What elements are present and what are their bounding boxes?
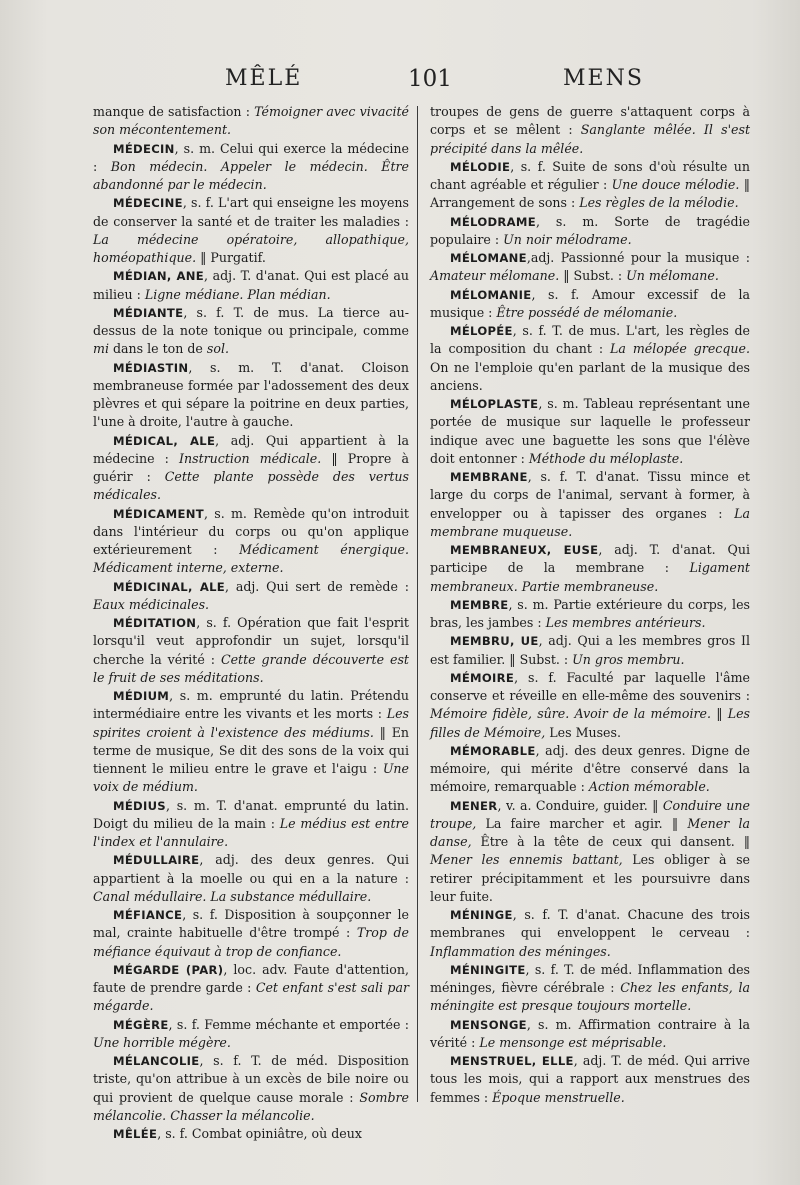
entry-definition-continued: ‖	[710, 706, 728, 722]
entry-headword: MÉDIAN, ANE	[113, 269, 204, 284]
entry-definition-continued: ‖ Arrangement de sons :	[430, 177, 750, 211]
entry-definition: , s. f. Amour excessif de la musique :	[430, 286, 750, 320]
entry-definition-continued: Les obliger à se retirer précipitamment et les poursuivre dans leur fuite.	[430, 852, 751, 904]
entry-headword: MÉDITATION	[113, 616, 197, 630]
entry-example: Inflammation des méninges.	[430, 943, 611, 959]
dictionary-entry	[430, 669, 750, 742]
entry-example: Le médius est entre l'index et l'annulaire.	[93, 815, 409, 849]
entry-example: Sanglante mêlée. Il s'est précipité dans la mêlée.	[430, 122, 751, 156]
entry-definition: , v. a. Conduire, guider. ‖	[497, 797, 663, 813]
entry-example: Mémoire fidèle, sûre. Avoir de la mémoire.	[430, 706, 711, 722]
entry-definition: , s. f. T. d'anat. Tissu mince et large du corps de l'animal, servant à former, à envelopper ou à tapisser des organes :	[430, 469, 750, 521]
entry-headword: MÉDECIN	[113, 141, 175, 156]
entry-example: Témoigner avec vivacité son mécontentement.	[93, 104, 409, 138]
entry-definition-continued: Les Muses.	[545, 724, 621, 740]
entry-example: Cet enfant s'est sali par mégarde.	[93, 980, 409, 1014]
entry-example: Mener la danse,	[430, 815, 750, 849]
entry-headword: MÉLOPLASTE	[450, 397, 539, 411]
entry-example: Chez les enfants, la méningite est presque toujours mortelle.	[430, 980, 750, 1014]
dictionary-entry	[93, 687, 409, 797]
dictionary-entry	[430, 322, 750, 395]
entry-definition-continued: ‖ Propre à guérir :	[93, 450, 409, 484]
entry-example: Les membres antérieurs.	[545, 615, 706, 630]
entry-definition: , s. f. Suite de sons d'où résulte un chant agréable et régulier :	[430, 158, 750, 192]
dictionary-entry	[430, 961, 750, 1016]
entry-example: Cette plante possède des vertus médicales.	[93, 469, 409, 503]
entry-definition: manque de satisfaction :	[93, 104, 255, 119]
entry-definition: , s. m. Partie extérieure du corps, les bras, les jambes :	[430, 596, 750, 630]
dictionary-entry	[93, 267, 409, 304]
entry-definition-continued: dans le ton de	[108, 341, 207, 357]
dictionary-entry	[430, 286, 750, 323]
dictionary-entry	[93, 103, 409, 140]
entry-example: Méthode du méloplaste.	[528, 450, 684, 466]
dictionary-entry	[430, 742, 750, 797]
entry-headword: MENSTRUEL, ELLE	[450, 1054, 574, 1068]
entry-headword: MÉDIUS	[113, 798, 166, 813]
dictionary-entry	[430, 596, 750, 633]
entry-example: Trop de méfiance équivaut à trop de confiance.	[93, 925, 409, 959]
entry-definition-continued: On ne l'emploie qu'en parlant de la musique des anciens.	[430, 359, 750, 393]
entry-example: Un gros membru.	[572, 651, 685, 667]
entry-definition: , s. f. T. de méd. Disposition triste, qu'on attribue à un excès de bile noire ou qui provient de quelque cause morale :	[93, 1053, 409, 1105]
dictionary-entry	[93, 851, 409, 906]
entry-example: Amateur mélomane.	[430, 268, 560, 284]
entry-headword: MÉDECINE	[113, 196, 183, 211]
entry-example: Cette grande découverte est le fruit de ses méditations.	[93, 651, 409, 685]
entry-headword: MÉDICINAL, ALE	[113, 579, 226, 594]
entry-example: Un mélomane.	[626, 268, 719, 284]
entry-headword: MÉGÈRE	[113, 1017, 169, 1032]
entry-example: sol.	[206, 341, 229, 357]
entry-example: mi	[93, 341, 109, 357]
dictionary-entry	[430, 395, 750, 468]
dictionary-entry	[430, 103, 750, 158]
entry-definition: , adj. T. d'anat. Qui participe de la membrane :	[430, 542, 750, 576]
entry-definition: , s. m. T. d'anat. Cloison membraneuse formée par l'adossement des deux plèvres et qui sépare la poitrine en deux parties, l'une à droite, l'autre à gauche.	[93, 359, 409, 430]
left-column	[93, 103, 409, 1143]
column-divider	[417, 106, 418, 1102]
entry-headword: MÉLANCOLIE	[113, 1054, 200, 1068]
entry-headword: MÉMOIRE	[450, 670, 515, 685]
entry-definition: , s. f. T. d'anat. Chacune des trois membranes qui enveloppent le cerveau :	[430, 907, 750, 941]
entry-example: Action mémorable.	[588, 779, 710, 795]
entry-definition: , adj. des deux genres. Qui appartient à la moelle ou qui en a la nature :	[93, 852, 409, 886]
dictionary-entry	[430, 158, 750, 213]
page-number: 101	[408, 66, 452, 92]
entry-headword: MÉDULLAIRE	[113, 853, 200, 868]
entry-headword: MÉNINGITE	[450, 962, 526, 977]
entry-example: Canal médullaire. La substance médullaire.	[93, 888, 372, 904]
entry-example: Ligne médiane. Plan médian.	[144, 286, 331, 302]
entry-definition: , adj. Qui appartient à la médecine :	[93, 432, 409, 466]
dictionary-entry	[430, 541, 750, 596]
entry-definition: , adj. Qui a les membres gros Il est familier. ‖ Subst. :	[430, 633, 750, 667]
entry-headword: MÉLOMANE	[450, 251, 527, 265]
entry-example: Être possédé de mélomanie.	[496, 304, 678, 320]
dictionary-entry	[93, 432, 409, 505]
entry-example: Ligament membraneux. Partie membraneuse.	[430, 560, 750, 594]
dictionary-entry	[430, 1016, 750, 1053]
entry-definition: troupes de gens de guerre s'attaquent corps à corps et se mêlent :	[430, 104, 750, 138]
entry-definition: , s. m. Celui qui exerce la médecine :	[93, 140, 409, 174]
entry-definition: , adj. T. d'anat. Qui est placé au milieu :	[93, 268, 410, 302]
entry-headword: MEMBRANE	[450, 470, 528, 484]
entry-definition: , adj. T. de méd. Qui arrive tous les mois, qui a rapport aux menstrues des femmes :	[430, 1053, 750, 1105]
entry-example: Le mensonge est méprisable.	[479, 1034, 667, 1050]
entry-example: Époque menstruelle.	[492, 1089, 625, 1105]
entry-definition: , s. f. Opération que fait l'esprit lorsqu'il veut approfondir un sujet, lorsqu'il cherche la vérité :	[93, 615, 409, 667]
entry-definition-continued: La faire marcher et agir. ‖	[476, 815, 688, 831]
entry-headword: MÉLODIE	[450, 159, 511, 174]
entry-example: Médicament énergique. Médicament interne, externe.	[93, 542, 409, 576]
dictionary-entry	[93, 961, 409, 1016]
dictionary-entry	[430, 906, 750, 961]
entry-definition: , s. f. T. de mus. La tierce au-dessus de la note tonique ou principale, comme	[93, 304, 409, 338]
entry-headword: MÉDIANTE	[113, 305, 184, 320]
dictionary-entry	[93, 140, 409, 195]
entry-headword: MÉDICAL, ALE	[113, 433, 216, 448]
dictionary-entry	[430, 213, 750, 250]
entry-definition: , s. m. Remède qu'on introduit dans l'intérieur du corps ou qu'on applique extérieurement :	[93, 505, 409, 557]
entry-definition: , s. m. T. d'anat. emprunté du latin. Doigt du milieu de la main :	[93, 797, 409, 831]
entry-definition-continued: ‖ Purgatif.	[196, 250, 266, 265]
entry-definition: , s. m. Affirmation contraire à la vérité :	[430, 1016, 750, 1050]
entry-definition: , s. f. T. de mus. L'art, les règles de la composition du chant :	[430, 323, 750, 357]
entry-definition: , s. m. Tableau représentant une portée de musique sur laquelle le professeur indique avec une baguette les sons que l'élève doit entonner :	[430, 396, 750, 466]
entry-definition: , s. f. L'art qui enseigne les moyens de conserver la santé et de traiter les maladies :	[93, 195, 409, 229]
header-last-word: MENS	[563, 66, 644, 91]
dictionary-entry	[93, 1016, 409, 1053]
entry-definition-continued: ‖ Subst. :	[559, 268, 627, 284]
entry-example: Conduire une troupe,	[430, 797, 750, 831]
dictionary-entry	[93, 505, 409, 578]
dictionary-entry	[93, 359, 409, 432]
entry-example: Une horrible mégère.	[93, 1034, 231, 1050]
dictionary-entry	[430, 468, 750, 541]
entry-headword: MÉNINGE	[450, 908, 513, 922]
entry-headword: MEMBRE	[450, 597, 509, 612]
dictionary-entry	[430, 797, 750, 907]
entry-headword: MÉDIUM	[113, 689, 170, 703]
entry-example: La membrane muqueuse.	[430, 505, 750, 539]
dictionary-entry	[93, 194, 409, 267]
entry-example: Instruction médicale.	[179, 450, 322, 466]
dictionary-entry	[93, 906, 409, 961]
dictionary-entry	[93, 304, 409, 359]
entry-headword: MÉLOMANIE	[450, 287, 532, 302]
entry-example: Une douce mélodie.	[611, 177, 740, 192]
header-first-word: MÊLÉ	[225, 66, 303, 91]
entry-headword: MÉFIANCE	[113, 908, 183, 922]
entry-definition: , s. m. Sorte de tragédie populaire :	[430, 213, 750, 247]
entry-example: Les spirites croient à l'existence des médiums.	[93, 706, 409, 740]
entry-definition-continued: Être à la tête de ceux qui dansent. ‖	[471, 834, 750, 849]
entry-headword: MEMBRANEUX, EUSE	[450, 543, 599, 557]
dictionary-entry	[430, 249, 750, 286]
dictionary-entry	[93, 1125, 409, 1143]
entry-example: Eaux médicinales.	[93, 596, 210, 612]
entry-example: Une voix de médium.	[93, 761, 409, 795]
entry-example: Les filles de Mémoire,	[430, 706, 750, 740]
entry-headword: MÉDIASTIN	[113, 360, 189, 375]
right-column	[430, 103, 750, 1107]
entry-example: La mélopée grecque.	[610, 341, 750, 357]
entry-definition: , s. f. Disposition à soupçonner le mal, crainte habituelle d'être trompé :	[93, 907, 409, 941]
entry-headword: MÉLOPÉE	[450, 324, 513, 338]
entry-definition: , adj. des deux genres. Digne de mémoire, qui mérite d'être conservé dans la mémoire, remarquable :	[430, 742, 750, 795]
entry-headword: MÉGARDE (PAR)	[113, 962, 224, 977]
entry-headword: MÉMORABLE	[450, 743, 536, 758]
entry-example: Les règles de la mélodie.	[579, 195, 739, 211]
entry-headword: MÉDICAMENT	[113, 506, 204, 521]
entry-definition: , s. f. Faculté par laquelle l'âme conserve et réveille en elle-même des souvenirs :	[430, 669, 750, 703]
entry-definition: , loc. adv. Faute d'attention, faute de prendre garde :	[93, 961, 409, 995]
entry-headword: MÊLÉE	[113, 1127, 158, 1141]
entry-definition: , adj. Qui sert de remède :	[225, 578, 409, 594]
entry-example: Sombre mélancolie. Chasser la mélancolie.	[93, 1089, 409, 1123]
entry-definition: ,adj. Passionné pour la musique :	[526, 250, 750, 265]
entry-headword: MÉLODRAME	[450, 214, 536, 229]
entry-headword: MENSONGE	[450, 1017, 527, 1032]
entry-definition: , s. f. T. de méd. Inflammation des méninges, fièvre cérébrale :	[430, 961, 750, 995]
entry-definition: , s. f. Combat opiniâtre, où deux	[157, 1126, 362, 1141]
entry-definition: , s. m. emprunté du latin. Prétendu intermédiaire entre les vivants et les morts :	[93, 688, 409, 722]
entry-headword: MENER	[450, 798, 498, 813]
entry-example: La médecine opératoire, allopathique, homéopathique.	[93, 231, 409, 265]
entry-definition-continued: ‖ En terme de musique, Se dit des sons de la voix qui tiennent le milieu entre le grave et l'aigu :	[93, 724, 410, 776]
dictionary-entry	[93, 797, 409, 852]
running-header	[0, 66, 800, 106]
entry-example: Bon médecin. Appeler le médecin. Être abandonné par le médecin.	[93, 158, 409, 192]
dictionary-entry	[430, 1052, 750, 1107]
dictionary-entry	[93, 1052, 409, 1125]
entry-definition: , s. f. Femme méchante et emportée :	[168, 1016, 409, 1032]
dictionary-entry	[430, 632, 750, 669]
entry-headword: MEMBRU, UE	[450, 634, 539, 649]
dictionary-entry	[93, 614, 409, 687]
entry-example: Un noir mélodrame.	[503, 231, 632, 247]
entry-example: Mener les ennemis battant,	[430, 852, 623, 868]
dictionary-entry	[93, 578, 409, 615]
